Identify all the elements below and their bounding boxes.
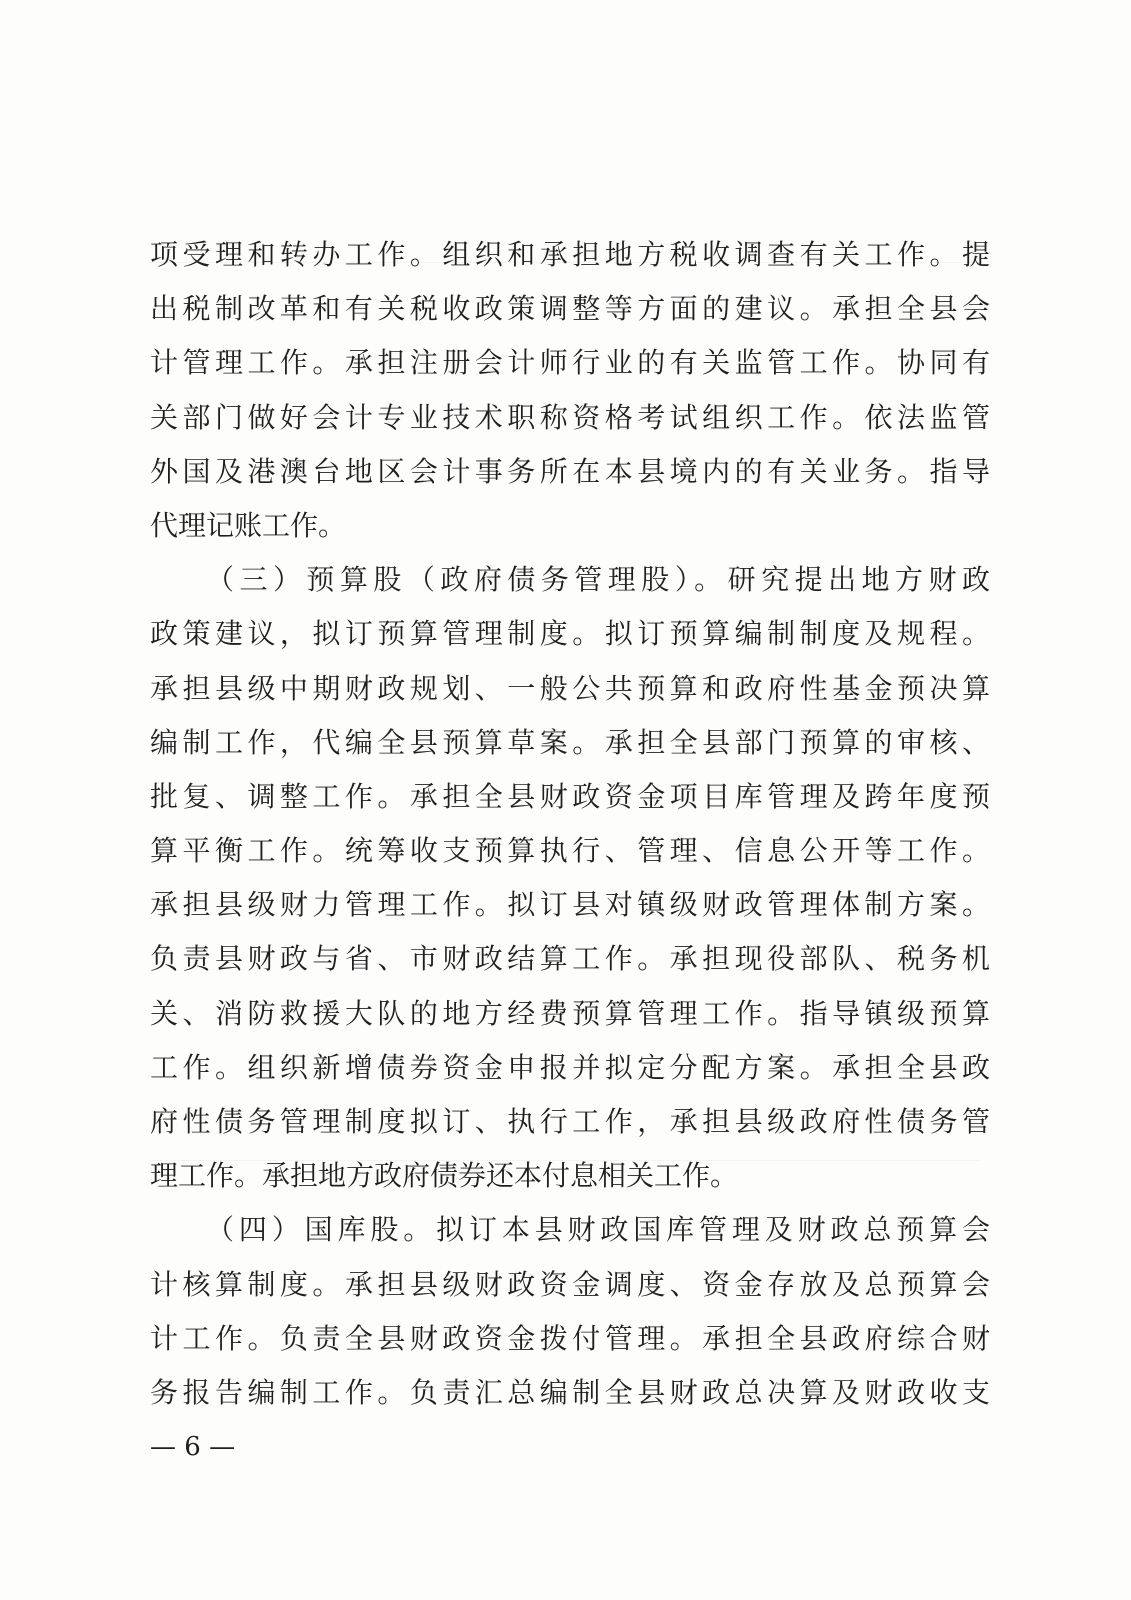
text-line: 批复、调整工作。承担全县财政资金项目库管理及跨年度预 <box>150 779 990 813</box>
body-text <box>150 228 990 1420</box>
text-line: 算平衡工作。统筹收支预算执行、管理、信息公开等工作。 <box>150 834 990 868</box>
text-line: 务报告编制工作。负责汇总编制全县财政总决算及财政收支 <box>150 1375 990 1409</box>
text-line: 政策建议，拟订预算管理制度。拟订预算编制制度及规程。 <box>150 617 990 651</box>
section-heading-line: （三）预算股（政府债务管理股）。研究提出地方财政 <box>206 563 990 597</box>
text-line: 承担县级中期财政规划、一般公共预算和政府性基金预决算 <box>150 671 990 705</box>
section-heading-line: （四）国库股。拟订本县财政国库管理及财政总预算会 <box>206 1213 990 1247</box>
text-line: 出税制改革和有关税收政策调整等方面的建议。承担全县会 <box>150 292 990 326</box>
text-line: 关部门做好会计专业技术职称资格考试组织工作。依法监管 <box>150 400 990 434</box>
text-line: 计核算制度。承担县级财政资金调度、资金存放及总预算会 <box>150 1267 990 1301</box>
text-line: 编制工作，代编全县预算草案。承担全县部门预算的审核、 <box>150 725 990 759</box>
text-line: 计管理工作。承担注册会计师行业的有关监管工作。协同有 <box>150 346 990 380</box>
text-line: 府性债务管理制度拟订、执行工作，承担县级政府性债务管 <box>150 1105 990 1138</box>
text-line: 项受理和转办工作。组织和承担地方税收调查有关工作。提 <box>150 238 990 271</box>
page-number: — 6 — <box>150 1432 236 1462</box>
text-line: 负责县财政与省、市财政结算工作。承担现役部队、税务机 <box>150 942 990 976</box>
text-line: 理工作。承担地方政府债券还本付息相关工作。 <box>150 1159 739 1193</box>
text-line: 承担县级财力管理工作。拟订县对镇级财政管理体制方案。 <box>150 888 990 922</box>
text-line: 工作。组织新增债券资金申报并拟定分配方案。承担全县政 <box>150 1050 990 1084</box>
text-line: 代理记账工作。 <box>150 508 347 542</box>
text-line: 关、消防救援大队的地方经费预算管理工作。指导镇级预算 <box>150 996 990 1030</box>
text-line: 计工作。负责全县财政资金拨付管理。承担全县政府综合财 <box>150 1321 990 1355</box>
text-line: 外国及港澳台地区会计事务所在本县境内的有关业务。指导 <box>150 454 990 488</box>
